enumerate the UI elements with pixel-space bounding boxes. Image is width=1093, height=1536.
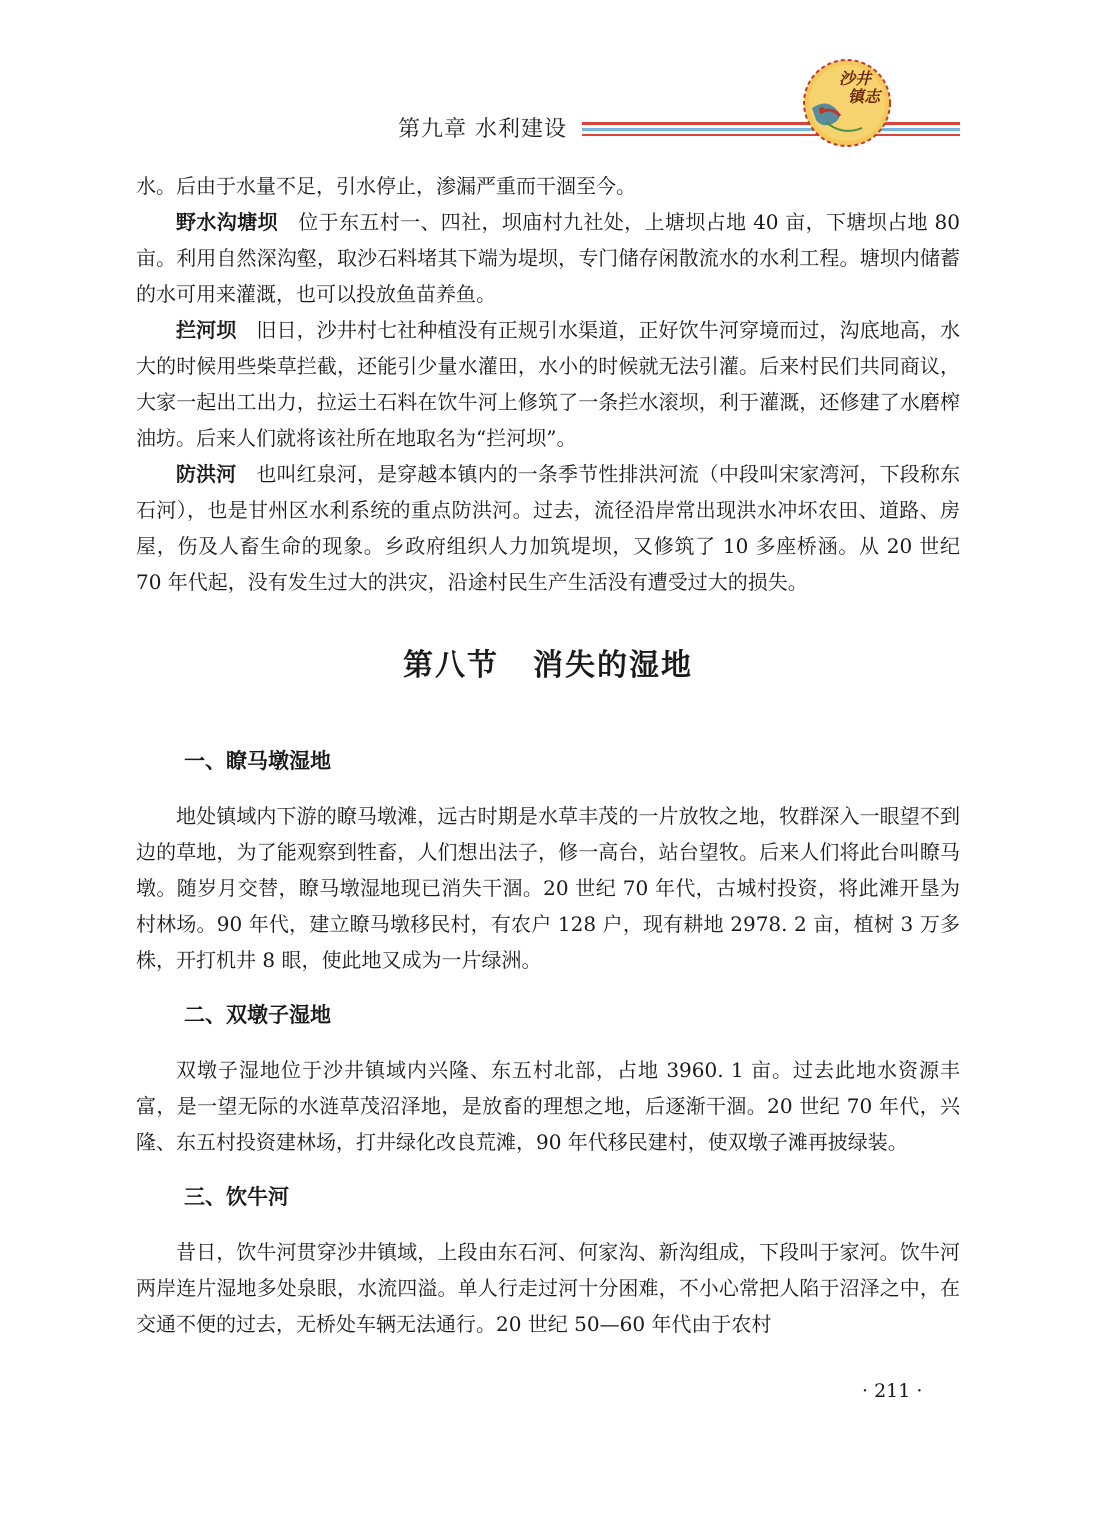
subsection-shuangdunzi xyxy=(136,998,960,1160)
emblem-label xyxy=(822,70,888,106)
paragraph-lanheba xyxy=(136,312,960,456)
emblem-label-line2: 镇志 xyxy=(847,87,880,106)
section-title xyxy=(136,640,960,684)
subsection-text: 地处镇域内下游的瞭马墩滩，远古时期是水草丰茂的一片放牧之地，牧群深入一眼望不到边的草地，为了能观察到牲畜，人们想出法子，修一高台，站台望牧。后来人们将此台叫瞭马墩。随岁月交替，瞭马墩湿地现已消失干涸。20 世纪 70 年代，古城村投资，将此滩开垦为村林场。90 年代，建立瞭马墩移民村，有农户 128 户，现有耕地 2978. 2 亩，植树 3 万多株，开打机井 8 眼，使此地又成为一片绿洲。 xyxy=(136,804,960,972)
page-header xyxy=(0,0,1093,150)
page-body xyxy=(136,168,960,1362)
subsection-text: 双墩子湿地位于沙井镇域内兴隆、东五村北部，占地 3960. 1 亩。过去此地水资源丰富，是一望无际的水涟草茂沼泽地，是放畜的理想之地，后逐渐干涸。20 世纪 70 年代，兴隆、东五村投资建林场，打井绿化改良荒滩，90 年代移民建村，使双墩子滩再披绿装。 xyxy=(136,1058,960,1154)
term-fanghonghe: 防洪河 xyxy=(176,462,237,486)
chapter-title: 第九章 水利建设 xyxy=(398,117,567,142)
subsection-text: 昔日，饮牛河贯穿沙井镇域，上段由东石河、何家沟、新沟组成，下段叫于家河。饮牛河两岸连片湿地多处泉眼，水流四溢。单人行走过河十分困难，不小心常把人陷于沼泽之中，在交通不便的过去，无桥处车辆无法通行。20 世纪 50—60 年代由于农村 xyxy=(136,1240,960,1336)
section-label: 第八节 xyxy=(403,648,499,683)
text-lanheba: 旧日，沙井村七社种植没有正规引水渠道，正好饮牛河穿境而过，沟底地高，水大的时候用些柴草拦截，还能引少量水灌田，水小的时候就无法引灌。后来村民们共同商议，大家一起出工出力，拉运土石料在饮牛河上修筑了一条拦水滚坝，利于灌溉，还修建了水磨榨油坊。后来人们就将该社所在地取名为“拦河坝”。 xyxy=(136,318,961,450)
paragraph-yeshuigou xyxy=(136,204,960,312)
term-yeshuigou: 野水沟塘坝 xyxy=(176,210,278,234)
subsection-heading: 三、饮牛河 xyxy=(184,1185,289,1209)
section-name: 消失的湿地 xyxy=(533,648,693,683)
header-rule-red-bottom xyxy=(582,134,960,136)
subsection-heading: 二、双墩子湿地 xyxy=(184,1003,331,1027)
header-rule-red-top xyxy=(582,122,960,125)
emblem-label-line1: 沙井 xyxy=(838,69,871,88)
text-yeshuigou: 位于东五村一、四社，坝庙村九社处，上塘坝占地 40 亩，下塘坝占地 80 亩。利用自然深沟壑，取沙石料堵其下端为堤坝，专门储存闲散流水的水利工程。塘坝内储蓄的水可用来灌溉，也可以投放鱼苗养鱼。 xyxy=(136,210,961,306)
header-rule-blue xyxy=(582,128,960,131)
subsection-heading: 一、瞭马墩湿地 xyxy=(184,749,331,773)
term-lanheba: 拦河坝 xyxy=(176,318,237,342)
text-fanghonghe: 也叫红泉河，是穿越本镇内的一条季节性排洪河流（中段叫宋家湾河，下段称东石河），也是甘州区水利系统的重点防洪河。过去，流径沿岸常出现洪水冲坏农田、道路、房屋，伤及人畜生命的现象。乡政府组织人力加筑堤坝，又修筑了 10 多座桥涵。从 20 世纪 70 年代起，没有发生过大的洪灾，沿途村民生产生活没有遭受过大的损失。 xyxy=(136,462,961,594)
paragraph-fanghonghe xyxy=(136,456,960,600)
paragraph-continuation: 水。后由于水量不足，引水停止，渗漏严重而干涸至今。 xyxy=(136,174,636,198)
page-number: · 211 · xyxy=(862,1380,923,1402)
subsection-yinniuhe xyxy=(136,1180,960,1342)
subsection-liaomadun xyxy=(136,744,960,978)
